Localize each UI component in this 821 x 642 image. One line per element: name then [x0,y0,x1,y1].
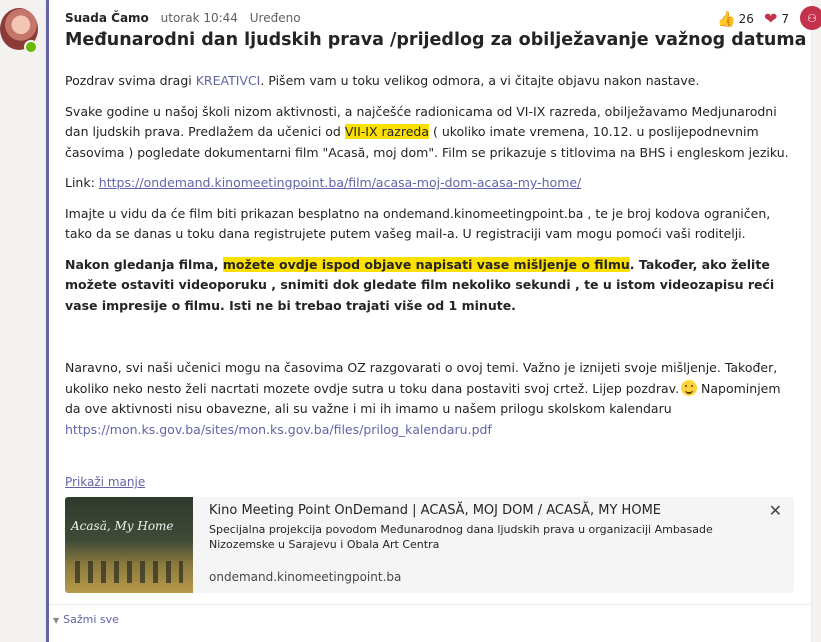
film-link[interactable]: https://ondemand.kinomeetingpoint.ba/film/acasa-moj-dom-acasa-my-home/ [98,175,582,190]
message-header [65,11,301,25]
paragraph-closing [65,358,795,440]
collapse-all-button[interactable] [53,613,119,626]
reactions-more-icon[interactable]: ⚇ [800,6,821,30]
show-less-link[interactable]: Prikaži manje [65,475,146,489]
presence-status-icon [24,40,38,54]
reactions-bar [717,9,789,28]
text: Pozdrav svima dragi [65,73,196,88]
text: . Pišem vam u toku velikog odmora, a vi čitajte objavu nakon nastave. [260,73,700,88]
heart-icon[interactable]: ❤ [763,9,778,28]
highlight-comment: možete ovdje ispod objave napisati vase mišljenje o filmu [222,256,630,272]
chevron-down-icon: ▼ [53,616,60,625]
like-count[interactable]: 26 [738,11,754,26]
paragraph-proposal [65,102,795,164]
paragraph-greeting [65,71,795,92]
preview-title[interactable]: Kino Meeting Point OnDemand | ACASĂ, MOJ DOM / ACASĂ, MY HOME [209,503,661,518]
preview-domain: ondemand.kinomeetingpoint.ba [209,570,402,584]
preview-description: Specijalna projekcija povodom Međunarodnog dana ljudskih prava u organizaciji Ambasade Nizozemske u Sarajevu i Obala Art Centra [209,523,713,551]
message-card [46,0,817,642]
calendar-link[interactable]: https://mon.ks.gov.ba/sites/mon.ks.gov.ba/files/prilog_kalendaru.pdf [65,421,492,437]
text: ( ukoliko imate vremena, 10.12. u poslijepodnevnim časovima ) pogledate dokumentarni film "Acasă, moj dom". Film se prikazuje s titlovima na BHS i engleskom jeziku. [65,124,789,160]
mention-kreativci[interactable]: KREATIVCI [195,73,261,88]
heart-count[interactable]: 7 [781,11,789,26]
text: Nakon gledanja filma, [65,256,223,272]
thumbnail-title: Acasă, My Home [71,519,174,533]
preview-thumbnail [65,497,193,593]
thumbnail-figures [75,561,183,583]
message-title: Međunarodni dan ljudskih prava /prijedlog za obilježavanje važnog datuma [65,30,807,50]
close-icon[interactable]: ✕ [768,501,782,520]
paragraph-instructions [65,255,795,317]
smile-emoji-icon [681,380,697,396]
text: Svake godine u našoj školi nizom aktivnosti, a najčešće radionicama od VI-IX razreda, obilježavamo Medjunarodni dan ljudskih prava. Predlažem da učenici od [65,103,777,139]
text: Napominjem da ove aktivnosti nisu obavezne, ali su važne i mi ih imamo u našem prilogu skolskom kalendaru [65,380,781,416]
paragraph-registration: Imajte u vidu da će film biti prikazan besplatno na ondemand.kinomeetingpoint.ba , te je broj kodova ograničen, tako da se danas u toku dana registrujete putem vašeg mail-a. U registraciji vam mogu pomoći vaši roditelji. [65,205,771,241]
link-label: Link: [65,175,99,190]
edited-label: Uređeno [249,11,301,25]
author-name[interactable]: Suada Čamo [65,11,149,25]
highlight-grades: VII-IX razreda [344,124,429,139]
link-preview-card[interactable] [65,497,794,593]
message-time: utorak 10:44 [160,11,238,25]
text: Naravno, svi naši učenici mogu na časovima OZ razgovarati o ovoj temi. Važno je iznijeti svoje mišljenje. Također, ukoliko neko nesto želi nacrtati mozete ovdje sutra u toku dana postaviti svoj crtež. Lijep pozdrav. [65,360,778,396]
collapse-all-label: Sažmi sve [63,613,119,626]
divider [49,604,811,605]
paragraph-link [65,173,795,194]
message-body [65,71,795,450]
text: . Također, ako želite možete ostaviti videoporuku , snimiti dok gledate film nekoliko sekundi , te u istom videozapisu reći vase impresije o filmu. Isti ne bi trebao trajati više od 1 minute. [65,256,775,313]
like-icon[interactable]: 👍 [716,9,736,28]
